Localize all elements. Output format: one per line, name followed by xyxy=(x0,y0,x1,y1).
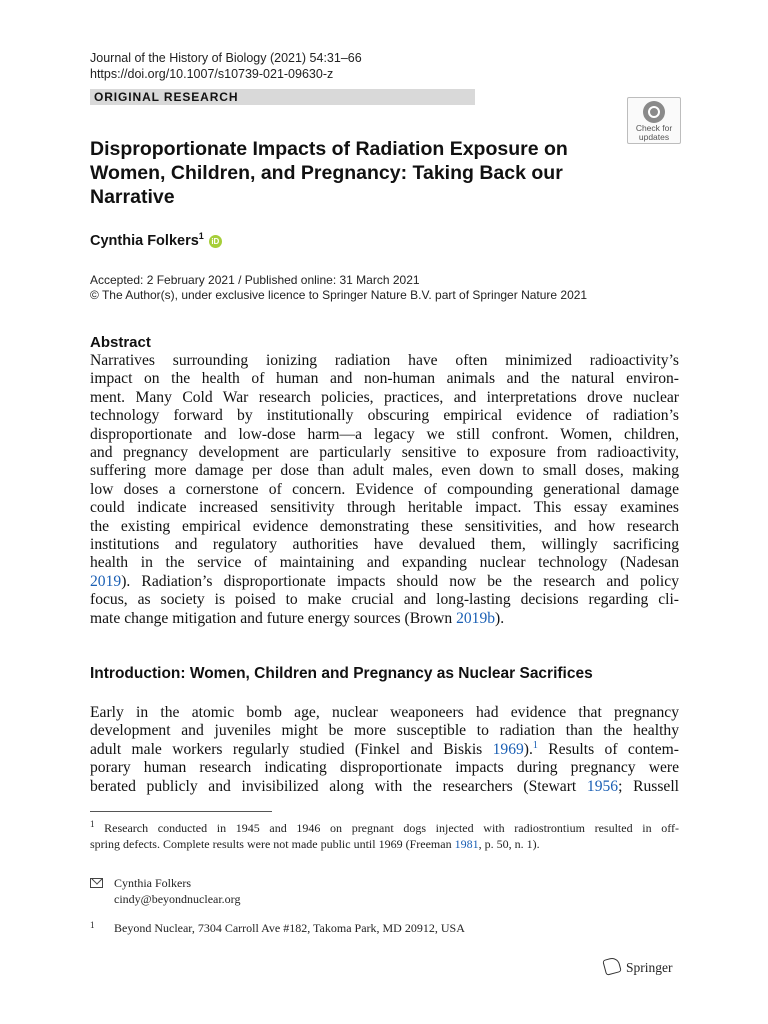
abstract-line-text: ). Radiation’s disproportionate impacts should now be the research and policy xyxy=(121,572,679,590)
intro-line-text: berated publicly and invisibilized along with the researchers (Stewart xyxy=(90,777,587,795)
footnote-line xyxy=(90,816,679,836)
section-label-bar xyxy=(90,89,475,105)
journal-header xyxy=(90,50,362,82)
intro-line-text: adult male workers regularly studied (Finkel and Biskis xyxy=(90,740,493,758)
citation-link[interactable]: 1956 xyxy=(586,777,619,795)
intro-line xyxy=(90,778,679,796)
footnote xyxy=(90,816,679,852)
abstract-line: low doses a cornerstone of concern. Evidence of compounding generational damage xyxy=(90,480,679,498)
publisher-name: Springer xyxy=(626,960,673,975)
abstract-line: suffering more damage per dose than adult males, even down to small doses, making xyxy=(90,462,679,480)
footnote-number: 1 xyxy=(90,819,95,829)
intro-line xyxy=(90,741,679,759)
affiliation-number: 1 xyxy=(90,920,95,930)
citation-link[interactable]: 1981 xyxy=(454,837,479,851)
dates-line: Accepted: 2 February 2021 / Published online: 31 March 2021 xyxy=(90,273,420,287)
affiliation-text: Beyond Nuclear, 7304 Carroll Ave #182, Takoma Park, MD 20912, USA xyxy=(114,921,465,935)
abstract-line: focus, as society is poised to make crucial and long-lasting decisions regarding cli- xyxy=(90,591,679,609)
footnote-marker[interactable]: 1 xyxy=(532,739,538,751)
contact-name: Cynthia Folkers xyxy=(114,876,191,890)
abstract-text xyxy=(90,352,679,628)
abstract-line: technology forward by institutionally obscuring empirical evidence of radiation’s xyxy=(90,407,679,425)
publication-dates xyxy=(90,273,587,303)
check-for-updates-badge[interactable] xyxy=(627,97,681,144)
publisher-logo xyxy=(604,958,673,976)
abstract-line xyxy=(90,573,679,591)
doi-link[interactable]: https://doi.org/10.1007/s10739-021-09630-z xyxy=(90,67,334,81)
citation-link[interactable]: 2019b xyxy=(456,609,496,627)
abstract-line-text: ). xyxy=(495,609,505,627)
intro-line-text: ). xyxy=(523,740,533,758)
abstract-line: institutions and regulatory authorities have devalued them, willingly sacrificing xyxy=(90,536,679,554)
abstract-line: the existing empirical evidence demonstrating these sensitivities, and how research xyxy=(90,517,679,535)
footnote-line xyxy=(90,836,679,852)
check-updates-icon xyxy=(643,101,665,123)
abstract-line: could indicate increased sensitivity through heritable impact. This essay examines xyxy=(90,499,679,517)
intro-line-text: Results of contem- xyxy=(537,740,679,758)
footnote-divider xyxy=(90,811,272,812)
footnote-text: spring defects. Complete results were not made public until 1969 (Freeman xyxy=(90,837,455,851)
abstract-line: impact on the health of human and non-human animals and the natural environ- xyxy=(90,370,679,388)
author-line xyxy=(90,231,222,249)
badge-line2: updates xyxy=(638,132,670,142)
envelope-icon xyxy=(90,878,103,888)
contact-email[interactable]: cindy@beyondnuclear.org xyxy=(114,892,241,906)
badge-line1: Check for xyxy=(635,123,673,133)
abstract-line: and pregnancy development are particularly sensitive to exposure from radioactivity, xyxy=(90,444,679,462)
springer-horse-icon xyxy=(602,956,622,976)
author-affiliation-marker: 1 xyxy=(198,231,204,241)
intro-line-text: ; Russell xyxy=(618,777,680,795)
footnote-text: Research conducted in 1945 and 1946 on pregnant dogs injected with radiostrontium resulted in off- xyxy=(94,821,679,835)
paper-title: Disproportionate Impacts of Radiation Exposure on Women, Children, and Pregnancy: Taking Back our Narrative xyxy=(90,138,568,208)
author-name[interactable]: Cynthia Folkers xyxy=(90,232,199,249)
abstract-line: ment. Many Cold War research policies, practices, and interpretations drove nuclear xyxy=(90,388,679,406)
intro-line: development and juveniles might be more susceptible to radiation than the healthy xyxy=(90,722,679,740)
orcid-icon[interactable]: iD xyxy=(209,235,222,248)
intro-line: porary human research indicating disproportionate impacts during pregnancy were xyxy=(90,759,679,777)
journal-citation: Journal of the History of Biology (2021) 54:31–66 xyxy=(90,51,362,65)
abstract-heading: Abstract xyxy=(90,334,151,351)
abstract-line: disproportionate and low-dose harm—a legacy we still confront. Women, children, xyxy=(90,425,679,443)
footnote-text: , p. 50, n. 1). xyxy=(478,837,540,851)
section-label: ORIGINAL RESEARCH xyxy=(94,90,239,104)
section-heading: Introduction: Women, Children and Pregnancy as Nuclear Sacrifices xyxy=(90,665,593,682)
abstract-line xyxy=(90,610,679,628)
citation-link[interactable]: 1969 xyxy=(492,740,524,758)
copyright-line: © The Author(s), under exclusive licence to Springer Nature B.V. part of Springer Nature 2021 xyxy=(90,288,588,302)
abstract-line: health in the service of maintaining and expanding nuclear technology (Nadesan xyxy=(90,554,679,572)
citation-link[interactable]: 2019 xyxy=(90,572,122,590)
intro-line: Early in the atomic bomb age, nuclear weaponeers had evidence that pregnancy xyxy=(90,704,679,721)
abstract-line: Narratives surrounding ionizing radiation have often minimized radioactivity’s xyxy=(90,352,679,369)
abstract-line-text: mate change mitigation and future energy sources (Brown xyxy=(90,609,457,627)
intro-text xyxy=(90,704,679,796)
